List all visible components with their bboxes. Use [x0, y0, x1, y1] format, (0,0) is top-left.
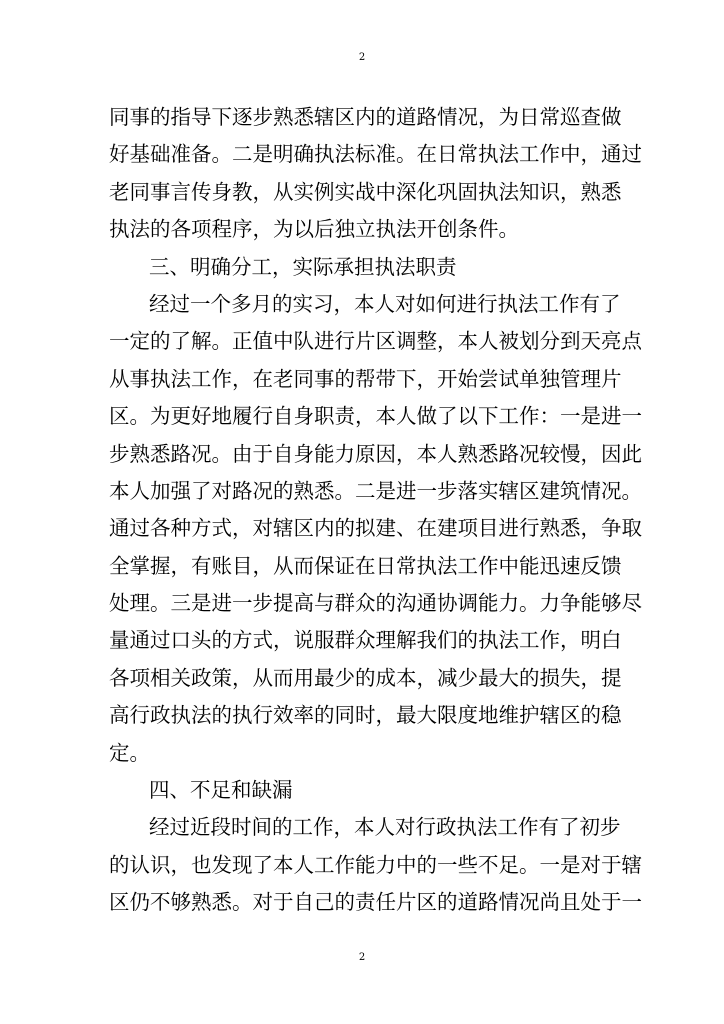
- text-line: 全掌握，有账目，从而保证在日常执法工作中能迅速反馈: [109, 553, 622, 578]
- text-line: 量通过口头的方式，说服群众理解我们的执法工作，明白: [109, 628, 622, 653]
- text-line: 的认识，也发现了本人工作能力中的一些不足。一是对于辖: [109, 852, 642, 877]
- text-line: 三、明确分工，实际承担执法职责: [149, 254, 457, 279]
- page-number-bottom: 2: [358, 952, 366, 963]
- text-line: 经过一个多月的实习，本人对如何进行执法工作有了: [149, 291, 621, 316]
- text-line: 同事的指导下逐步熟悉辖区内的道路情况，为日常巡查做: [109, 105, 622, 129]
- text-line: 定。: [109, 740, 150, 765]
- text-line: 通过各种方式，对辖区内的拟建、在建项目进行熟悉，争取: [109, 516, 642, 541]
- text-line: 好基础准备。二是明确执法标准。在日常执法工作中，通过: [109, 142, 642, 167]
- text-line: 区。为更好地履行自身职责，本人做了以下工作：一是进一: [109, 404, 642, 429]
- text-line: 四、不足和缺漏: [149, 778, 293, 803]
- text-line: 经过近段时间的工作，本人对行政执法工作有了初步: [149, 815, 621, 840]
- text-line: 区仍不够熟悉。对于自己的责任片区的道路情况尚且处于一: [109, 890, 642, 915]
- document-body: [109, 99, 642, 922]
- text-line: 老同事言传身教，从实例实战中深化巩固执法知识，熟悉: [109, 179, 622, 204]
- text-line: 处理。三是进一步提高与群众的沟通协调能力。力争能够尽: [109, 591, 642, 616]
- page-number-top: 2: [358, 52, 366, 63]
- text-line: 执法的各项程序，为以后独立执法开创条件。: [109, 217, 519, 242]
- text-line: 各项相关政策，从而用最少的成本，减少最大的损失，提: [109, 665, 622, 690]
- text-line: 步熟悉路况。由于自身能力原因，本人熟悉路况较慢，因此: [109, 441, 642, 466]
- text-line: 从事执法工作，在老同事的帮带下，开始尝试单独管理片: [109, 366, 622, 391]
- text-line: 高行政执法的执行效率的同时，最大限度地维护辖区的稳: [109, 703, 622, 728]
- text-line: 一定的了解。正值中队进行片区调整，本人被划分到天亮点: [109, 329, 642, 354]
- text-line: 本人加强了对路况的熟悉。二是进一步落实辖区建筑情况。: [109, 478, 642, 503]
